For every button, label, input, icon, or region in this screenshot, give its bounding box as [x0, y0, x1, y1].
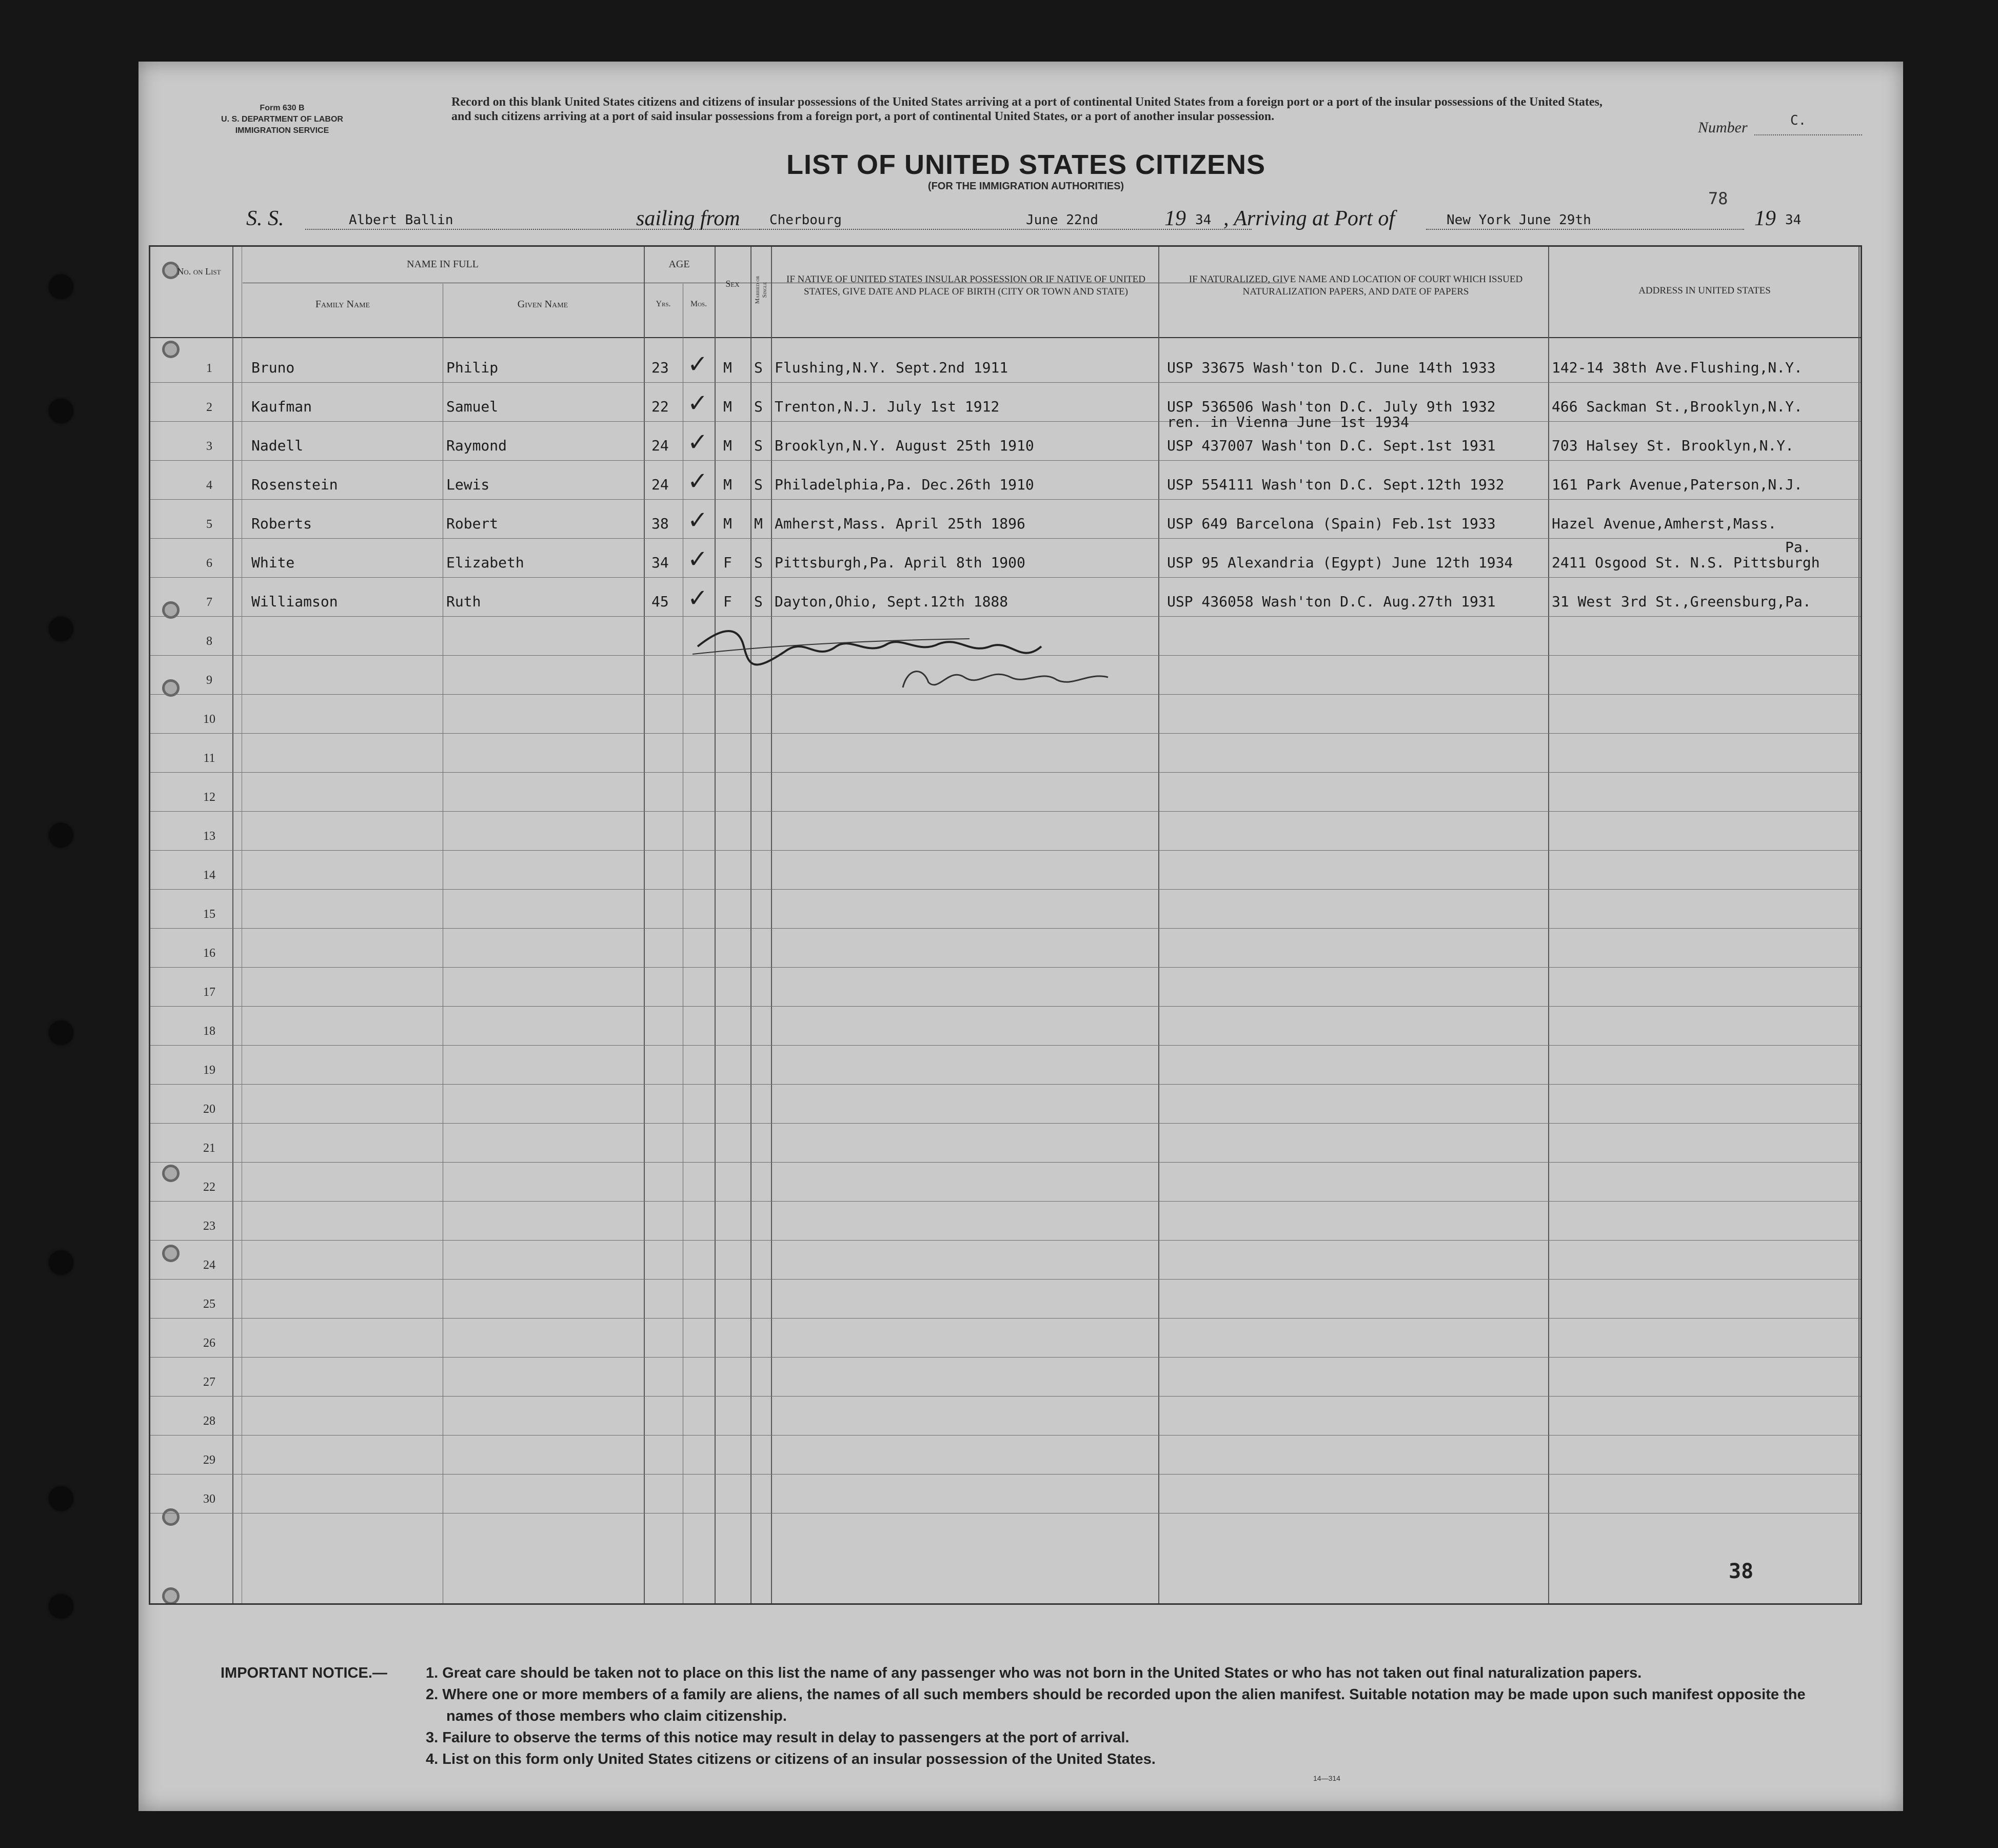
us-address: 466 Sackman St.,Brooklyn,N.Y.	[1552, 398, 1803, 415]
header-address: ADDRESS IN UNITED STATES	[1638, 285, 1771, 296]
departure-date: June 22nd	[1026, 212, 1098, 228]
header-native: IF NATIVE OF UNITED STATES INSULAR POSSESSION OR IF NATIVE OF UNITED STATES, GIVE DATE AND PLACE OF BIRTH (CITY OR TOWN AND STATE)	[786, 274, 1145, 297]
family-name: Bruno	[251, 359, 295, 376]
page-title: LIST OF UNITED STATES CITIZENS	[786, 149, 1265, 180]
given-name: Raymond	[446, 437, 507, 454]
arrival-port: New York June 29th	[1447, 212, 1591, 228]
row-number: 18	[203, 1025, 215, 1038]
row-rule	[150, 538, 1861, 539]
sailing-label: sailing from	[636, 207, 740, 230]
age-years: 24	[651, 476, 669, 493]
number-value: C.	[1754, 113, 1862, 135]
naturalization-papers: USP 554111 Wash'ton D.C. Sept.12th 1932	[1167, 476, 1505, 493]
sex-value: M	[723, 476, 732, 493]
row-rule	[150, 1396, 1861, 1397]
departure-year: 34	[1195, 212, 1212, 228]
year-prefix-2: 19	[1754, 207, 1776, 230]
marital-status: S	[754, 398, 763, 415]
row-rule	[150, 928, 1861, 929]
given-name: Elizabeth	[446, 554, 524, 571]
notice-item: 3. Failure to observe the terms of this notice may result in delay to passengers at the port of arrival.	[426, 1729, 1130, 1746]
marital-status: S	[754, 554, 763, 571]
form-code: 14—314	[1313, 1774, 1340, 1782]
number-label: Number	[1698, 119, 1748, 136]
given-name: Samuel	[446, 398, 499, 415]
row-number: 19	[203, 1064, 215, 1077]
binder-hole	[49, 1021, 73, 1045]
row-number: 25	[203, 1297, 215, 1311]
us-address: 703 Halsey St. Brooklyn,N.Y.	[1552, 437, 1794, 454]
ss-label: S. S.	[246, 207, 284, 230]
marital-status: S	[754, 476, 763, 493]
row-number: 30	[203, 1492, 215, 1506]
given-name: Ruth	[446, 593, 481, 610]
marital-status: M	[754, 515, 763, 532]
row-rule	[150, 1240, 1861, 1241]
birth-place-date: Flushing,N.Y. Sept.2nd 1911	[775, 359, 1008, 376]
row-number: 9	[206, 674, 212, 687]
birth-place-date: Amherst,Mass. April 25th 1896	[775, 515, 1025, 532]
header-yrs: Yrs.	[656, 300, 671, 308]
departure-port: Cherbourg	[769, 212, 842, 228]
page-number: 38	[1729, 1560, 1754, 1583]
row-rule	[150, 382, 1861, 383]
row-rule	[150, 499, 1861, 500]
sex-value: M	[723, 359, 732, 376]
family-name: Roberts	[251, 515, 312, 532]
sex-value: M	[723, 437, 732, 454]
notice-item: 2. Where one or more members of a family are aliens, the names of all such members should be recorded upon the alien manifest. Suitable notation may be made upon such manifest opposite the names of those members who claim citizenship.	[426, 1686, 1806, 1724]
form-number: Form 630 B	[260, 104, 305, 112]
row-rule	[150, 577, 1861, 578]
header-no-on-list: No. on List	[177, 266, 221, 277]
row-number: 2	[206, 401, 212, 414]
header-name-in-full: NAME IN FULL	[407, 259, 479, 270]
year-prefix-1: 19	[1164, 207, 1186, 230]
checkmark-icon: ✓	[687, 467, 708, 496]
row-number: 7	[206, 596, 212, 609]
arrival-year: 34	[1785, 212, 1802, 228]
notice-item: 1. Great care should be taken not to place on this list the name of any passenger who was not born in the United States or who has not taken out final naturalization papers.	[426, 1665, 1642, 1681]
inspector-signature	[682, 616, 1144, 708]
us-address: Hazel Avenue,Amherst,Mass.	[1552, 515, 1777, 532]
binder-hole	[49, 275, 73, 299]
row-number: 16	[203, 947, 215, 960]
row-number: 23	[203, 1220, 215, 1233]
row-number: 3	[206, 440, 212, 453]
row-rule	[150, 1006, 1861, 1007]
row-rule	[150, 1318, 1861, 1319]
age-years: 34	[651, 554, 669, 571]
row-rule	[150, 1045, 1861, 1046]
row-number: 24	[203, 1259, 215, 1272]
row-rule	[150, 1162, 1861, 1163]
row-rule	[150, 1279, 1861, 1280]
row-number: 28	[203, 1414, 215, 1428]
row-number: 22	[203, 1181, 215, 1194]
binder-hole	[49, 617, 73, 641]
given-name: Robert	[446, 515, 499, 532]
binder-hole	[49, 823, 73, 847]
row-rule	[150, 850, 1861, 851]
handwritten-number: 78	[1708, 189, 1728, 208]
row-rule	[150, 421, 1861, 422]
row-rule	[150, 1357, 1861, 1358]
family-name: White	[251, 554, 295, 571]
header-sex: Sex	[725, 279, 740, 289]
age-years: 45	[651, 593, 669, 610]
naturalization-papers: USP 437007 Wash'ton D.C. Sept.1st 1931	[1167, 437, 1496, 454]
row-number: 4	[206, 479, 212, 492]
marital-status: S	[754, 593, 763, 610]
us-address-state: Pa.	[1785, 539, 1811, 556]
record-instructions: Record on this blank United States citizens and citizens of insular possessions of the United States arriving at a port of continental United States from a foreign port or a port of the insular possessions of the United States, and such citizens arriving at a port of said insular possessions from a foreign port, a port of continental United States, or a port of another insular possession.	[451, 95, 1603, 123]
naturalization-papers-note: ren. in Vienna June 1st 1934	[1167, 414, 1410, 430]
department-name: U. S. DEPARTMENT OF LABOR	[221, 115, 343, 124]
birth-place-date: Philadelphia,Pa. Dec.26th 1910	[775, 476, 1034, 493]
family-name: Kaufman	[251, 398, 312, 415]
binder-hole	[49, 1487, 73, 1510]
row-rule	[150, 967, 1861, 968]
row-number: 17	[203, 986, 215, 999]
row-number: 26	[203, 1336, 215, 1350]
sex-value: F	[723, 554, 732, 571]
notice-label: IMPORTANT NOTICE.—	[221, 1665, 387, 1681]
row-number: 1	[206, 362, 212, 375]
row-number: 27	[203, 1375, 215, 1389]
binder-hole	[49, 399, 73, 423]
given-name: Lewis	[446, 476, 490, 493]
sex-value: M	[723, 398, 732, 415]
row-number: 20	[203, 1103, 215, 1116]
age-years: 22	[651, 398, 669, 415]
arriving-label: , Arriving at Port of	[1223, 207, 1395, 230]
family-name: Nadell	[251, 437, 304, 454]
checkmark-icon: ✓	[687, 506, 708, 535]
us-address: 142-14 38th Ave.Flushing,N.Y.	[1552, 359, 1803, 376]
voyage-line	[246, 204, 1816, 235]
row-rule	[150, 811, 1861, 812]
row-number: 11	[203, 752, 215, 765]
header-age: AGE	[668, 259, 690, 270]
family-name: Rosenstein	[251, 476, 338, 493]
row-number: 21	[203, 1142, 215, 1155]
row-number: 5	[206, 518, 212, 531]
row-number: 29	[203, 1453, 215, 1467]
ship-name: Albert Ballin	[349, 212, 453, 228]
naturalization-papers: USP 95 Alexandria (Egypt) June 12th 1934	[1167, 554, 1513, 571]
sex-value: F	[723, 593, 732, 610]
naturalization-papers: USP 436058 Wash'ton D.C. Aug.27th 1931	[1167, 593, 1496, 610]
naturalization-papers: USP 33675 Wash'ton D.C. June 14th 1933	[1167, 359, 1496, 376]
us-address: 161 Park Avenue,Paterson,N.J.	[1552, 476, 1803, 493]
age-years: 23	[651, 359, 669, 376]
checkmark-icon: ✓	[687, 545, 708, 574]
row-rule	[150, 1201, 1861, 1202]
given-name: Philip	[446, 359, 499, 376]
birth-place-date: Trenton,N.J. July 1st 1912	[775, 398, 1000, 415]
row-rule	[150, 889, 1861, 890]
age-years: 38	[651, 515, 669, 532]
naturalization-papers: USP 536506 Wash'ton D.C. July 9th 1932	[1167, 398, 1496, 415]
checkmark-icon: ✓	[687, 584, 708, 613]
us-address: 31 West 3rd St.,Greensburg,Pa.	[1552, 593, 1811, 610]
row-number: 12	[203, 791, 215, 804]
sex-value: M	[723, 515, 732, 532]
family-name: Williamson	[251, 593, 338, 610]
row-rule	[150, 1084, 1861, 1085]
service-name: IMMIGRATION SERVICE	[235, 126, 329, 135]
form-identifier	[164, 103, 400, 136]
checkmark-icon: ✓	[687, 428, 708, 457]
header-naturalized: IF NATURALIZED, GIVE NAME AND LOCATION OF COURT WHICH ISSUED NATURALIZATION PAPERS, AND DATE OF PAPERS	[1189, 274, 1523, 297]
row-rule	[150, 733, 1861, 734]
birth-place-date: Dayton,Ohio, Sept.12th 1888	[775, 593, 1008, 610]
row-rule	[150, 1435, 1861, 1436]
notice-item: 4. List on this form only United States citizens or citizens of an insular possession of the United States.	[426, 1751, 1156, 1767]
row-number: 13	[203, 830, 215, 843]
row-rule	[150, 1123, 1861, 1124]
birth-place-date: Brooklyn,N.Y. August 25th 1910	[775, 437, 1034, 454]
row-rule	[150, 460, 1861, 461]
us-address: 2411 Osgood St. N.S. Pittsburgh	[1552, 554, 1820, 571]
binder-hole	[49, 1595, 73, 1618]
checkmark-icon: ✓	[687, 350, 708, 379]
row-rule	[150, 772, 1861, 773]
row-number: 14	[203, 869, 215, 882]
marital-status: S	[754, 437, 763, 454]
birth-place-date: Pittsburgh,Pa. April 8th 1900	[775, 554, 1025, 571]
marital-status: S	[754, 359, 763, 376]
header-mos: Mos.	[690, 300, 707, 308]
age-years: 24	[651, 437, 669, 454]
page-subtitle: (FOR THE IMMIGRATION AUTHORITIES)	[927, 181, 1124, 192]
naturalization-papers: USP 649 Barcelona (Spain) Feb.1st 1933	[1167, 515, 1496, 532]
row-number: 8	[206, 635, 212, 648]
header-family-name: Family Name	[315, 299, 370, 310]
header-given-name: Given Name	[517, 299, 568, 310]
row-number: 15	[203, 908, 215, 921]
row-number: 6	[206, 557, 212, 570]
header-married-or-single: Married or Single	[754, 276, 768, 304]
binder-hole	[49, 1251, 73, 1274]
checkmark-icon: ✓	[687, 389, 708, 418]
row-number: 10	[203, 713, 215, 726]
row-rule	[150, 1474, 1861, 1475]
